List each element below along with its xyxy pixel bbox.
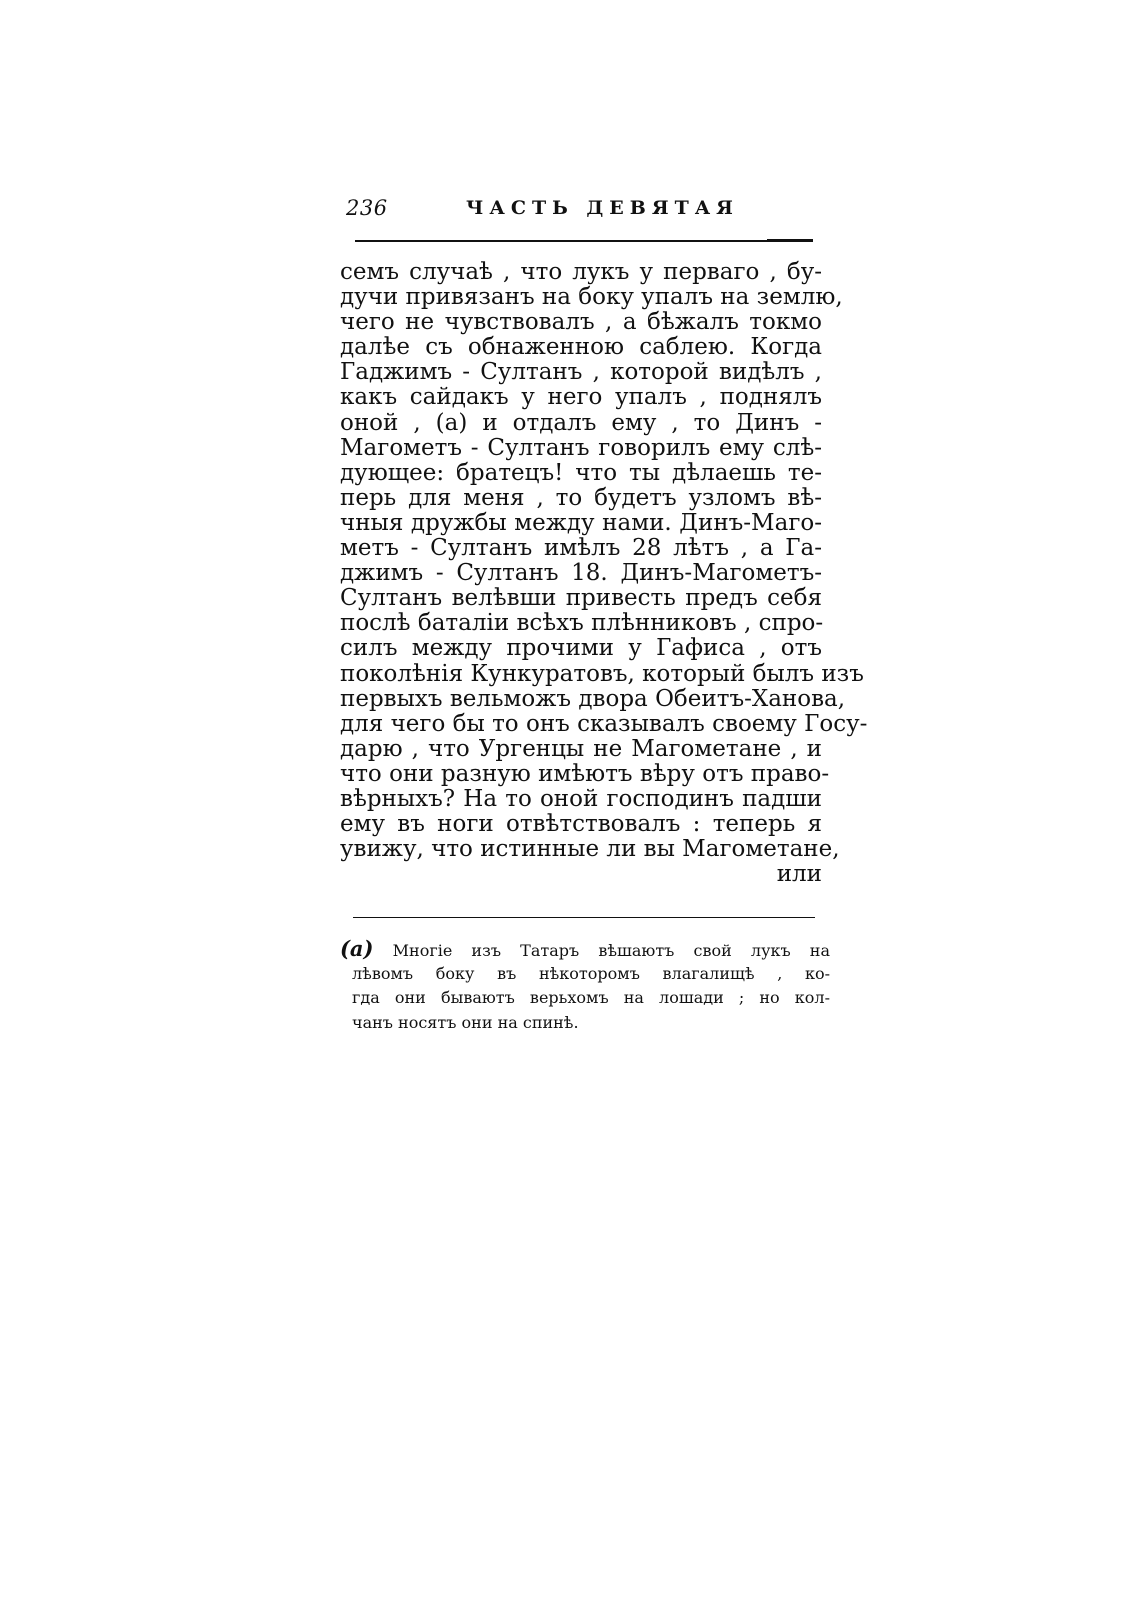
text-line: Магометъ - Султанъ говорилъ ему слѣ- [340,434,822,461]
text-line: метъ - Султанъ имѣлъ 28 лѣтъ , а Га- [340,535,822,562]
catchword: или [776,861,822,888]
main-text [340,259,868,888]
footnote [340,937,830,1035]
running-title: ЧАСТЬ ДЕВЯТАЯ [466,197,739,219]
text-line: увижу, что истинные ли вы Магометане, [340,836,840,863]
text-line: далѣе съ обнаженною саблею. Когда [340,334,822,361]
text-line: для чего бы то онъ сказывалъ своему Госу- [340,710,868,737]
footnote-line: лѣвомъ боку въ нѣкоторомъ влагалищѣ , ко- [352,963,830,983]
text-line: Султанъ велѣвши привесть предъ себя [340,585,822,612]
text-line: какъ сайдакъ у него упалъ , поднялъ [340,384,822,411]
text-line: оной , (а) и отдалъ ему , то Динъ - [340,409,822,436]
text-line: Гаджимъ - Султанъ , которой видѣлъ , [340,359,822,386]
text-line: дарю , что Ургенцы не Магометане , и [340,735,822,762]
footnote-line: гда они бываютъ верьхомъ на лошади ; но кол- [352,988,830,1007]
text-line: семъ случаѣ , что лукъ у перваго , бу- [340,259,822,285]
text-line: вѣрныхъ? На то оной господинъ падши [340,785,822,812]
page-header [346,196,816,228]
header-rule [355,240,813,242]
text-line: силъ между прочими у Гафиса , отъ [340,635,822,662]
text-line: дучи привязанъ на боку упалъ на землю, [340,284,843,311]
text-line: чего не чувствовалъ , а бѣжалъ токмо [340,309,822,336]
text-line: чныя дружбы между нами. Динъ-Маго- [340,509,822,536]
footnote-line-text: Многіе изъ Татаръ вѣшаютъ свой лукъ на [392,941,831,960]
text-line: дующее: братецъ! что ты дѣлаешь те- [340,459,822,486]
text-line: первыхъ вельможъ двора Обеитъ-Ханова, [340,685,846,712]
page-number: 236 [346,196,388,220]
text-line: джимъ - Султанъ 18. Динъ-Магометъ- [340,560,822,587]
text-line: поколѣнія Кункуратовъ, который былъ изъ [340,660,864,687]
footnote-marker: (а) [340,936,374,961]
footnote-line: чанъ носятъ они на спинѣ. [352,1012,579,1032]
text-line: ему въ ноги отвѣтствовалъ : теперь я [340,811,822,838]
text-line: что они разную имѣютъ вѣру отъ право- [340,760,830,787]
footnote-line [340,937,830,962]
footnote-rule [353,917,815,918]
text-line: послѣ баталіи всѣхъ плѣнниковъ , спро- [340,610,824,637]
text-line: перь для меня , то будетъ узломъ вѣ- [340,484,822,511]
